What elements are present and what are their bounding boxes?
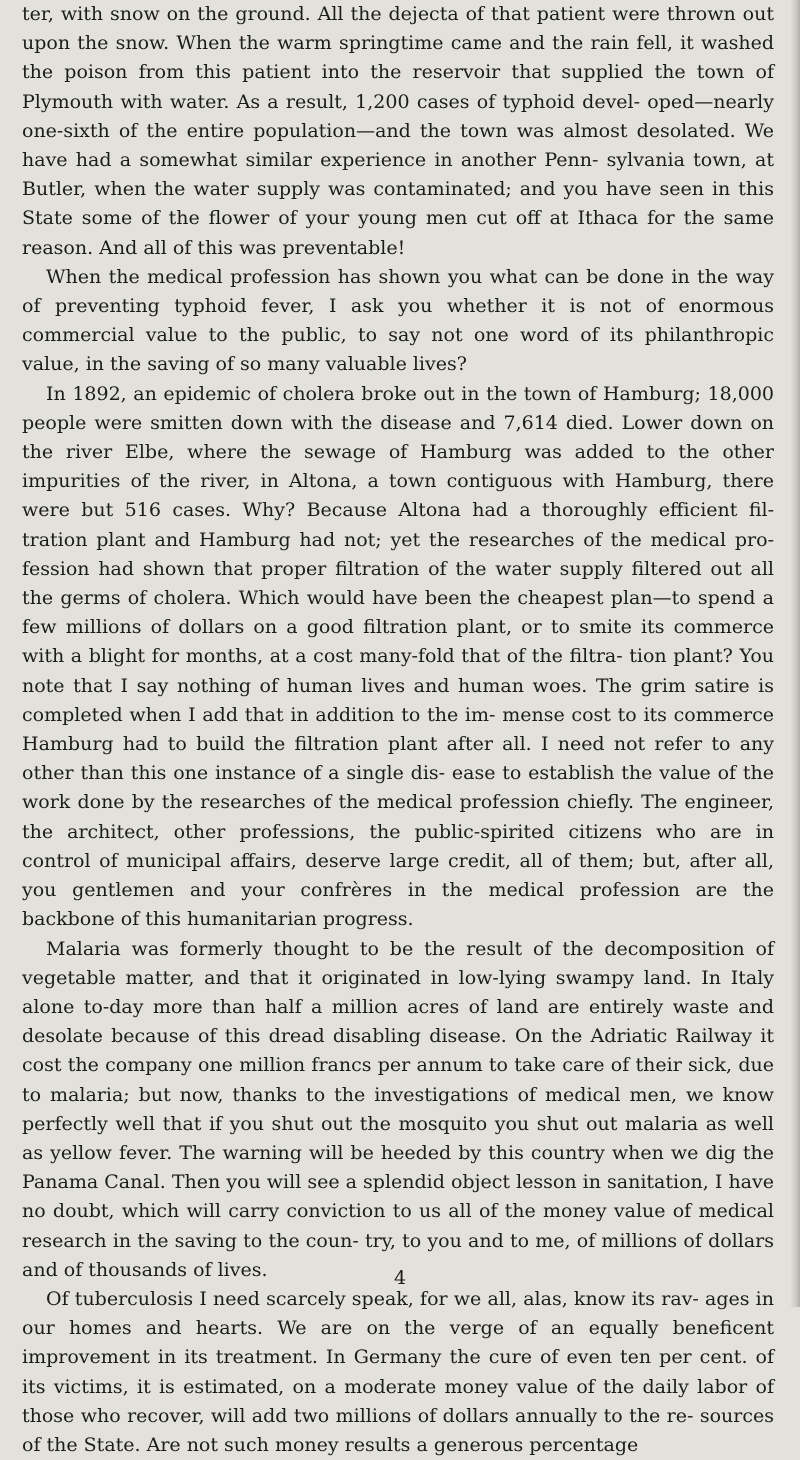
page-edge-shadow (790, 0, 800, 1307)
paragraph-malaria: Malaria was formerly thought to be the result of the decomposition of vegetable matter, and that it originated in low-lying swampy land. In Italy alone to-day more than half a million acres of land are entirely waste and desolate because of this dread disabling disease. On the Adriatic Railway it cost the company one million francs per annum to take care of their sick, due to malaria; but now, thanks to the investigations of medical men, we know perfectly well that if you shut out the mosquito you shut out malaria as well as yellow fever. The warning will be heeded by this country when we dig the Panama Canal. Then you will see a splendid object lesson in sanitation, I have no doubt, which will carry conviction to us all of the money value of medical research in the saving to the coun- try, to you and to me, of millions of dollars and of thousands of lives. (22, 937, 774, 1281)
paragraph-typhoid-plymouth: ter, with snow on the ground. All the dejecta of that patient were thrown out upon the snow. When the warm springtime came and the rain fell, it washed the poison from this patient into the reservoir that supplied the town of Plymouth with water. As a result, 1,200 cases of typhoid devel- oped—nearly one-sixth of the entire population—and the town was almost desolated. We have had a somewhat similar experience in another Penn- sylvania town, at Butler, when the water supply was contaminated; and you have seen in this State some of the flower of your young men cut off at Ithaca for the same reason. And all of this was preventable! (22, 3, 774, 259)
paragraph-tuberculosis: Of tuberculosis I need scarcely speak, for we all, alas, know its rav- ages in our homes and hearts. We are on the verge of an equally beneficent improvement in its treatment. In Germany the cure of even ten per cent. of its victims, it is estimated, on a moderate money value of the daily labor of those who recover, will add two millions of dollars annually to the re- sources of the State. Are not such money results a generous percentage (22, 1287, 774, 1456)
paragraph-typhoid-value: When the medical profession has shown you what can be done in the way of preventing typhoid fever, I ask you whether it is not of enormous commercial value to the public, to say not one word of its philanthropic value, in the saving of so many valuable lives? (22, 265, 774, 376)
page-number: 4 (393, 1267, 407, 1289)
paragraph-cholera-hamburg: In 1892, an epidemic of cholera broke out in the town of Hamburg; 18,000 people were smitten down with the disease and 7,614 died. Lower down on the river Elbe, where the sewage of Hamburg was added to the other impurities of the river, in Altona, a town contiguous with Hamburg, there were but 516 cases. Why? Because Altona had a thoroughly efficient fil- tration plant and Hamburg had not; yet the researches of the medical pro- fession had shown that proper filtration of the water supply filtered out all the germs of cholera. Which would have been the cheapest plan—to spend a few millions of dollars on a good filtration plant, or to smite its commerce with a blight for months, at a cost many-fold that of the filtra- tion plant? You note that I say nothing of human lives and human woes. The grim satire is completed when I add that in addition to the im- mense cost to its commerce Hamburg had to build the filtration plant after all. I need not refer to any other than this one instance of a single dis- ease to establish the value of the work done by the researches of the medical profession chiefly. The engineer, the architect, other professions, the public-spirited citizens who are in control of municipal affairs, deserve large credit, all of them; but, after all, you gentlemen and your confrères in the medical profession are the backbone of this humanitarian progress. (22, 382, 774, 931)
